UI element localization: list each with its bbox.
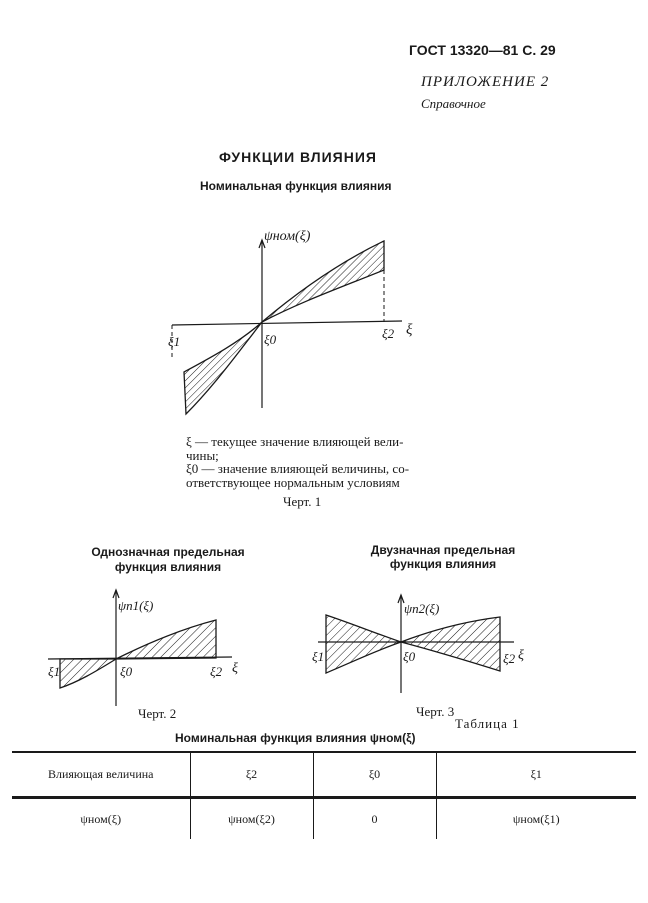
figure2-graph [0,580,320,710]
figure1-caption: Черт. 1 [283,494,322,509]
legend-line-2: чины; [186,448,219,463]
appendix-label: ПРИЛОЖЕНИЕ 2 [421,74,550,90]
figure1-xi1-label: ξ1 [168,334,181,349]
figure2-title-line2: функция влияния [114,560,222,574]
figure2-xi2-label: ξ2 [210,664,223,679]
legend-line-1: ξ — текущее значение влияющей вели- [186,434,404,449]
legend-line-4: ответствующее нормальным условиям [186,475,400,490]
table-label: Таблица 1 [455,716,520,731]
figure2-xi1-label: ξ1 [48,664,61,679]
table-header-cell: Влияющая величина [12,752,190,798]
figure2-caption: Черт. 2 [138,706,177,721]
table-header-cell: ξ2 [190,752,313,798]
figure1-title: Номинальная функция влияния [200,179,392,193]
figure3-graph [300,585,530,710]
figure2-y-label: ψп1(ξ) [118,598,154,613]
section-title: ФУНКЦИИ ВЛИЯНИЯ [219,149,377,165]
figure1-band-upper [262,241,384,322]
figure3-y-label: ψп2(ξ) [404,601,440,616]
figure1-x-axis [172,321,402,325]
figure3-xi-label: ξ [518,648,524,663]
figure1-xi2-label: ξ2 [382,326,395,341]
table-cell: ψном(ξ2) [190,798,313,840]
figure1-xi-label: ξ [406,322,413,338]
table-cell: ψном(ξ) [80,811,122,826]
figure1-xi0-label: ξ0 [264,332,277,347]
standard-header: ГОСТ 13320—81 С. 29 [409,42,556,58]
table-row [12,798,636,840]
figure3-title-line2: функция влияния [389,557,497,571]
figure2-xi0-label: ξ0 [120,664,133,679]
figure3-xi2-label: ξ2 [503,651,516,666]
figure2-xi-label: ξ [232,661,238,676]
table-cell: ψном(ξ1) [436,798,636,840]
table-title: Номинальная функция влияния ψном(ξ) [175,731,416,745]
legend-line-3: ξ0 — значение влияющей величины, со- [186,461,410,476]
figure3-xi1-label: ξ1 [312,649,325,664]
figure1-y-label: ψном(ξ) [264,229,311,244]
figure2-title-line1: Однозначная предельная [91,545,245,559]
figure3-caption: Черт. 3 [416,704,455,719]
table-header-cell: ξ0 [313,752,436,798]
figure3-xi0-label: ξ0 [403,649,416,664]
table-header-cell: ξ1 [436,752,636,798]
figure3-title-line1: Двузначная предельная [370,543,516,557]
table-cell: 0 [313,798,436,840]
influence-table [12,751,636,839]
table-header-row [12,752,636,798]
appendix-type: Справочное [421,96,486,111]
figure1-band-lower [184,322,262,414]
